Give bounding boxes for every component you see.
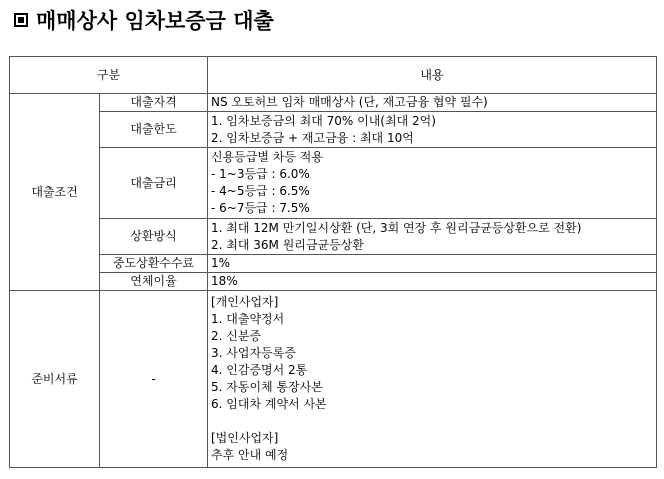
value-line: 2. 최대 36M 원리금균등상환	[211, 237, 364, 252]
header-category: 구분	[10, 57, 208, 94]
row-value-limit	[208, 112, 657, 148]
table-row	[10, 219, 657, 255]
row-label-documents: -	[100, 291, 208, 468]
page-title	[14, 4, 274, 36]
value-line: 1. 임차보증금의 최대 70% 이내(최대 2억)	[211, 113, 436, 128]
category-documents: 준비서류	[10, 291, 100, 468]
row-value-repayment	[208, 219, 657, 255]
table-row	[10, 112, 657, 148]
value-line: - 6~7등급 : 7.5%	[211, 201, 310, 215]
row-value-prepayment-fee	[208, 255, 657, 273]
value-line: 1%	[211, 256, 231, 270]
value-line: 18%	[211, 274, 238, 288]
value-line: 4. 인감증명서 2통	[211, 363, 308, 377]
row-label-repayment: 상환방식	[100, 219, 208, 255]
value-line: 2. 신분증	[211, 329, 262, 343]
loan-info-table	[9, 56, 657, 468]
value-line: 1. 최대 12M 만기일시상환 (단, 3회 연장 후 원리금균등상환으로 전환)	[211, 220, 582, 235]
value-line: - 4~5등급 : 6.5%	[211, 184, 310, 198]
value-line: - 1~3등급 : 6.0%	[211, 167, 310, 181]
value-line: 3. 사업자등록증	[211, 346, 296, 360]
row-value-documents	[208, 291, 657, 468]
table-row	[10, 148, 657, 219]
value-line-blank	[211, 413, 653, 430]
value-line: 추후 안내 예정	[211, 448, 289, 462]
value-line: 신용등급별 차등 적용	[211, 150, 323, 164]
value-line: 1. 대출약정서	[211, 312, 285, 326]
row-label-qualification: 대출자격	[100, 94, 208, 112]
value-line: [법인사업자]	[211, 431, 279, 445]
row-label-limit: 대출한도	[100, 112, 208, 148]
value-line: 5. 자동이체 통장사본	[211, 380, 323, 394]
page-title-text: 매매상사 임차보증금 대출	[36, 9, 274, 33]
table-row	[10, 94, 657, 112]
row-label-overdue-rate: 연체이율	[100, 273, 208, 291]
row-label-prepayment-fee: 중도상환수수료	[100, 255, 208, 273]
table-header-row	[10, 57, 657, 94]
value-line: 2. 임차보증금 + 재고금융 : 최대 10억	[211, 130, 414, 145]
table-row	[10, 291, 657, 468]
row-value-qualification	[208, 94, 657, 112]
value-line: [개인사업자]	[211, 295, 279, 309]
row-value-rate	[208, 148, 657, 219]
table-row	[10, 273, 657, 291]
category-loan-conditions: 대출조건	[10, 94, 100, 291]
table-row	[10, 255, 657, 273]
header-content: 내용	[208, 57, 657, 94]
row-value-overdue-rate	[208, 273, 657, 291]
row-label-rate: 대출금리	[100, 148, 208, 219]
value-line: NS 오토허브 임차 매매상사 (단, 재고금융 협약 필수)	[211, 95, 488, 109]
value-line: 6. 임대차 계약서 사본	[211, 397, 327, 411]
square-bullet-icon	[14, 13, 28, 27]
